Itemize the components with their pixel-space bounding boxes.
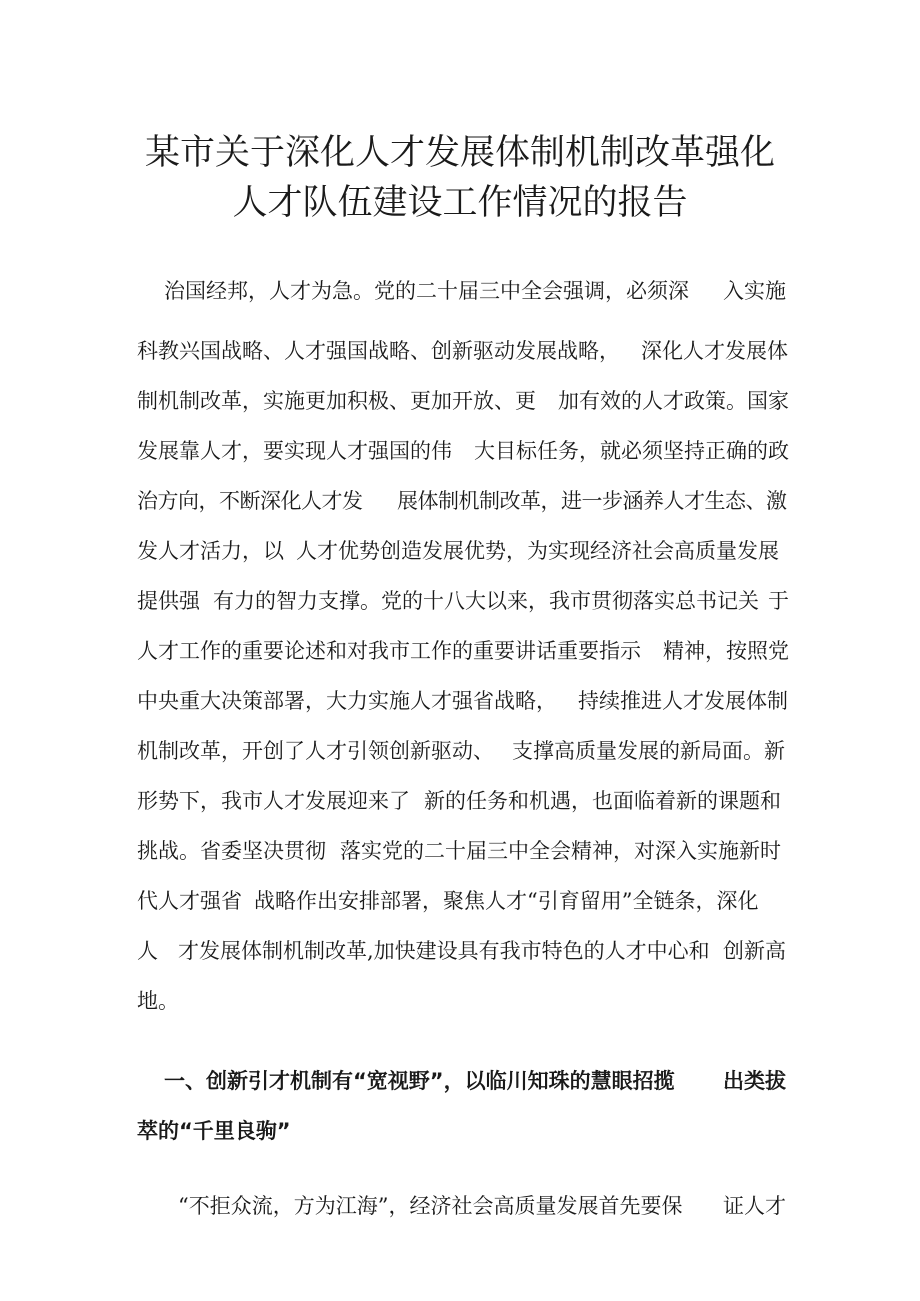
text-segment: 战略作出安排部署，聚焦人才“引育留用”全链条，深化 bbox=[254, 889, 759, 913]
paragraph-line bbox=[0, 677, 920, 725]
text-segment: 代人才强省 bbox=[137, 889, 242, 913]
text-segment: 发展靠人才，要实现人才强国的伟 bbox=[137, 439, 452, 463]
text-segment: 持续推进人才发展体制 bbox=[578, 689, 788, 713]
text-segment: 新的任务和机遇，也面临着新的课题和 bbox=[424, 789, 781, 813]
text-segment: 大目标任务，就必须坚持正确的政 bbox=[474, 439, 789, 463]
text-segment: 提供强 bbox=[137, 589, 200, 613]
text-segment: 人才工作的重要论述和对我市工作的重要讲话重要指示 bbox=[137, 639, 641, 663]
paragraph-line bbox=[0, 627, 920, 675]
paragraph-line bbox=[0, 977, 920, 1025]
text-segment: 深化人才发展体 bbox=[641, 339, 788, 363]
paragraph-line bbox=[0, 1182, 920, 1230]
paragraph-line bbox=[0, 377, 920, 425]
paragraph-line bbox=[0, 877, 920, 925]
text-segment: 机制改革，开创了人才引领创新驱动、 bbox=[137, 739, 494, 763]
section-heading-line bbox=[0, 1107, 920, 1155]
text-segment: 治国经邦，人才为急。党的二十届三中全会强调，必须深 bbox=[164, 279, 689, 303]
text-segment: 才发展体制机制改革,加快建设具有我市特色的人才中心和 bbox=[178, 939, 710, 963]
paragraph-line bbox=[0, 727, 920, 775]
paragraph-line bbox=[0, 777, 920, 825]
text-segment: 科教兴国战略、人才强国战略、创新驱动发展战略， bbox=[137, 339, 620, 363]
text-segment: 加有效的人才政策。国家 bbox=[558, 389, 789, 413]
text-segment: 治方向，不断深化人才发 bbox=[137, 489, 363, 513]
paragraph-line bbox=[0, 477, 920, 525]
text-segment: 创新高 bbox=[723, 939, 786, 963]
text-segment: 人才优势创造发展优势，为实现经济社会高质量发展 bbox=[296, 539, 779, 563]
text-segment: 发人才活力，以 bbox=[137, 539, 284, 563]
text-segment: 入实施 bbox=[723, 279, 786, 303]
paragraph-line bbox=[0, 827, 920, 875]
document-title-line-2: 人才队伍建设工作情况的报告 bbox=[232, 183, 688, 223]
heading-segment: 出类拔 bbox=[723, 1069, 786, 1093]
text-segment: 有力的智力支撑。党的十八大以来，我市贯彻落实总书记关 bbox=[213, 589, 759, 613]
document-title-line-1: 某市关于深化人才发展体制机制改革强化 bbox=[144, 133, 775, 173]
text-segment: 于 bbox=[768, 589, 789, 613]
text-segment: 挑战。省委坚决贯彻 bbox=[137, 839, 326, 863]
heading-segment: 萃的“千里良驹” bbox=[137, 1119, 291, 1143]
paragraph-line bbox=[0, 577, 920, 625]
heading-segment: 一、创新引才机制有“宽视野”，以临川知珠的慧眼招揽 bbox=[164, 1069, 675, 1093]
text-segment: 地。 bbox=[137, 989, 179, 1013]
text-segment: “不拒众流，方为江海”，经济社会高质量发展首先要保 bbox=[178, 1194, 683, 1218]
paragraph-line bbox=[0, 327, 920, 375]
paragraph-line bbox=[0, 267, 920, 315]
text-segment: 支撑高质量发展的新局面。新 bbox=[512, 739, 785, 763]
text-segment: 证人才 bbox=[723, 1194, 786, 1218]
paragraph-line bbox=[0, 927, 920, 975]
text-segment: 落实党的二十届三中全会精神，对深入实施新时 bbox=[340, 839, 781, 863]
text-segment: 中央重大决策部署，大力实施人才强省战略， bbox=[137, 689, 557, 713]
text-segment: 展体制机制改革，进一步涵养人才生态、激 bbox=[397, 489, 787, 513]
text-segment: 制机制改革，实施更加积极、更加开放、更 bbox=[137, 389, 536, 413]
text-segment: 人 bbox=[137, 939, 158, 963]
text-segment: 精神，按照党 bbox=[663, 639, 789, 663]
paragraph-line bbox=[0, 527, 920, 575]
paragraph-line bbox=[0, 427, 920, 475]
text-segment: 形势下，我市人才发展迎来了 bbox=[137, 789, 410, 813]
section-heading-line bbox=[0, 1057, 920, 1105]
